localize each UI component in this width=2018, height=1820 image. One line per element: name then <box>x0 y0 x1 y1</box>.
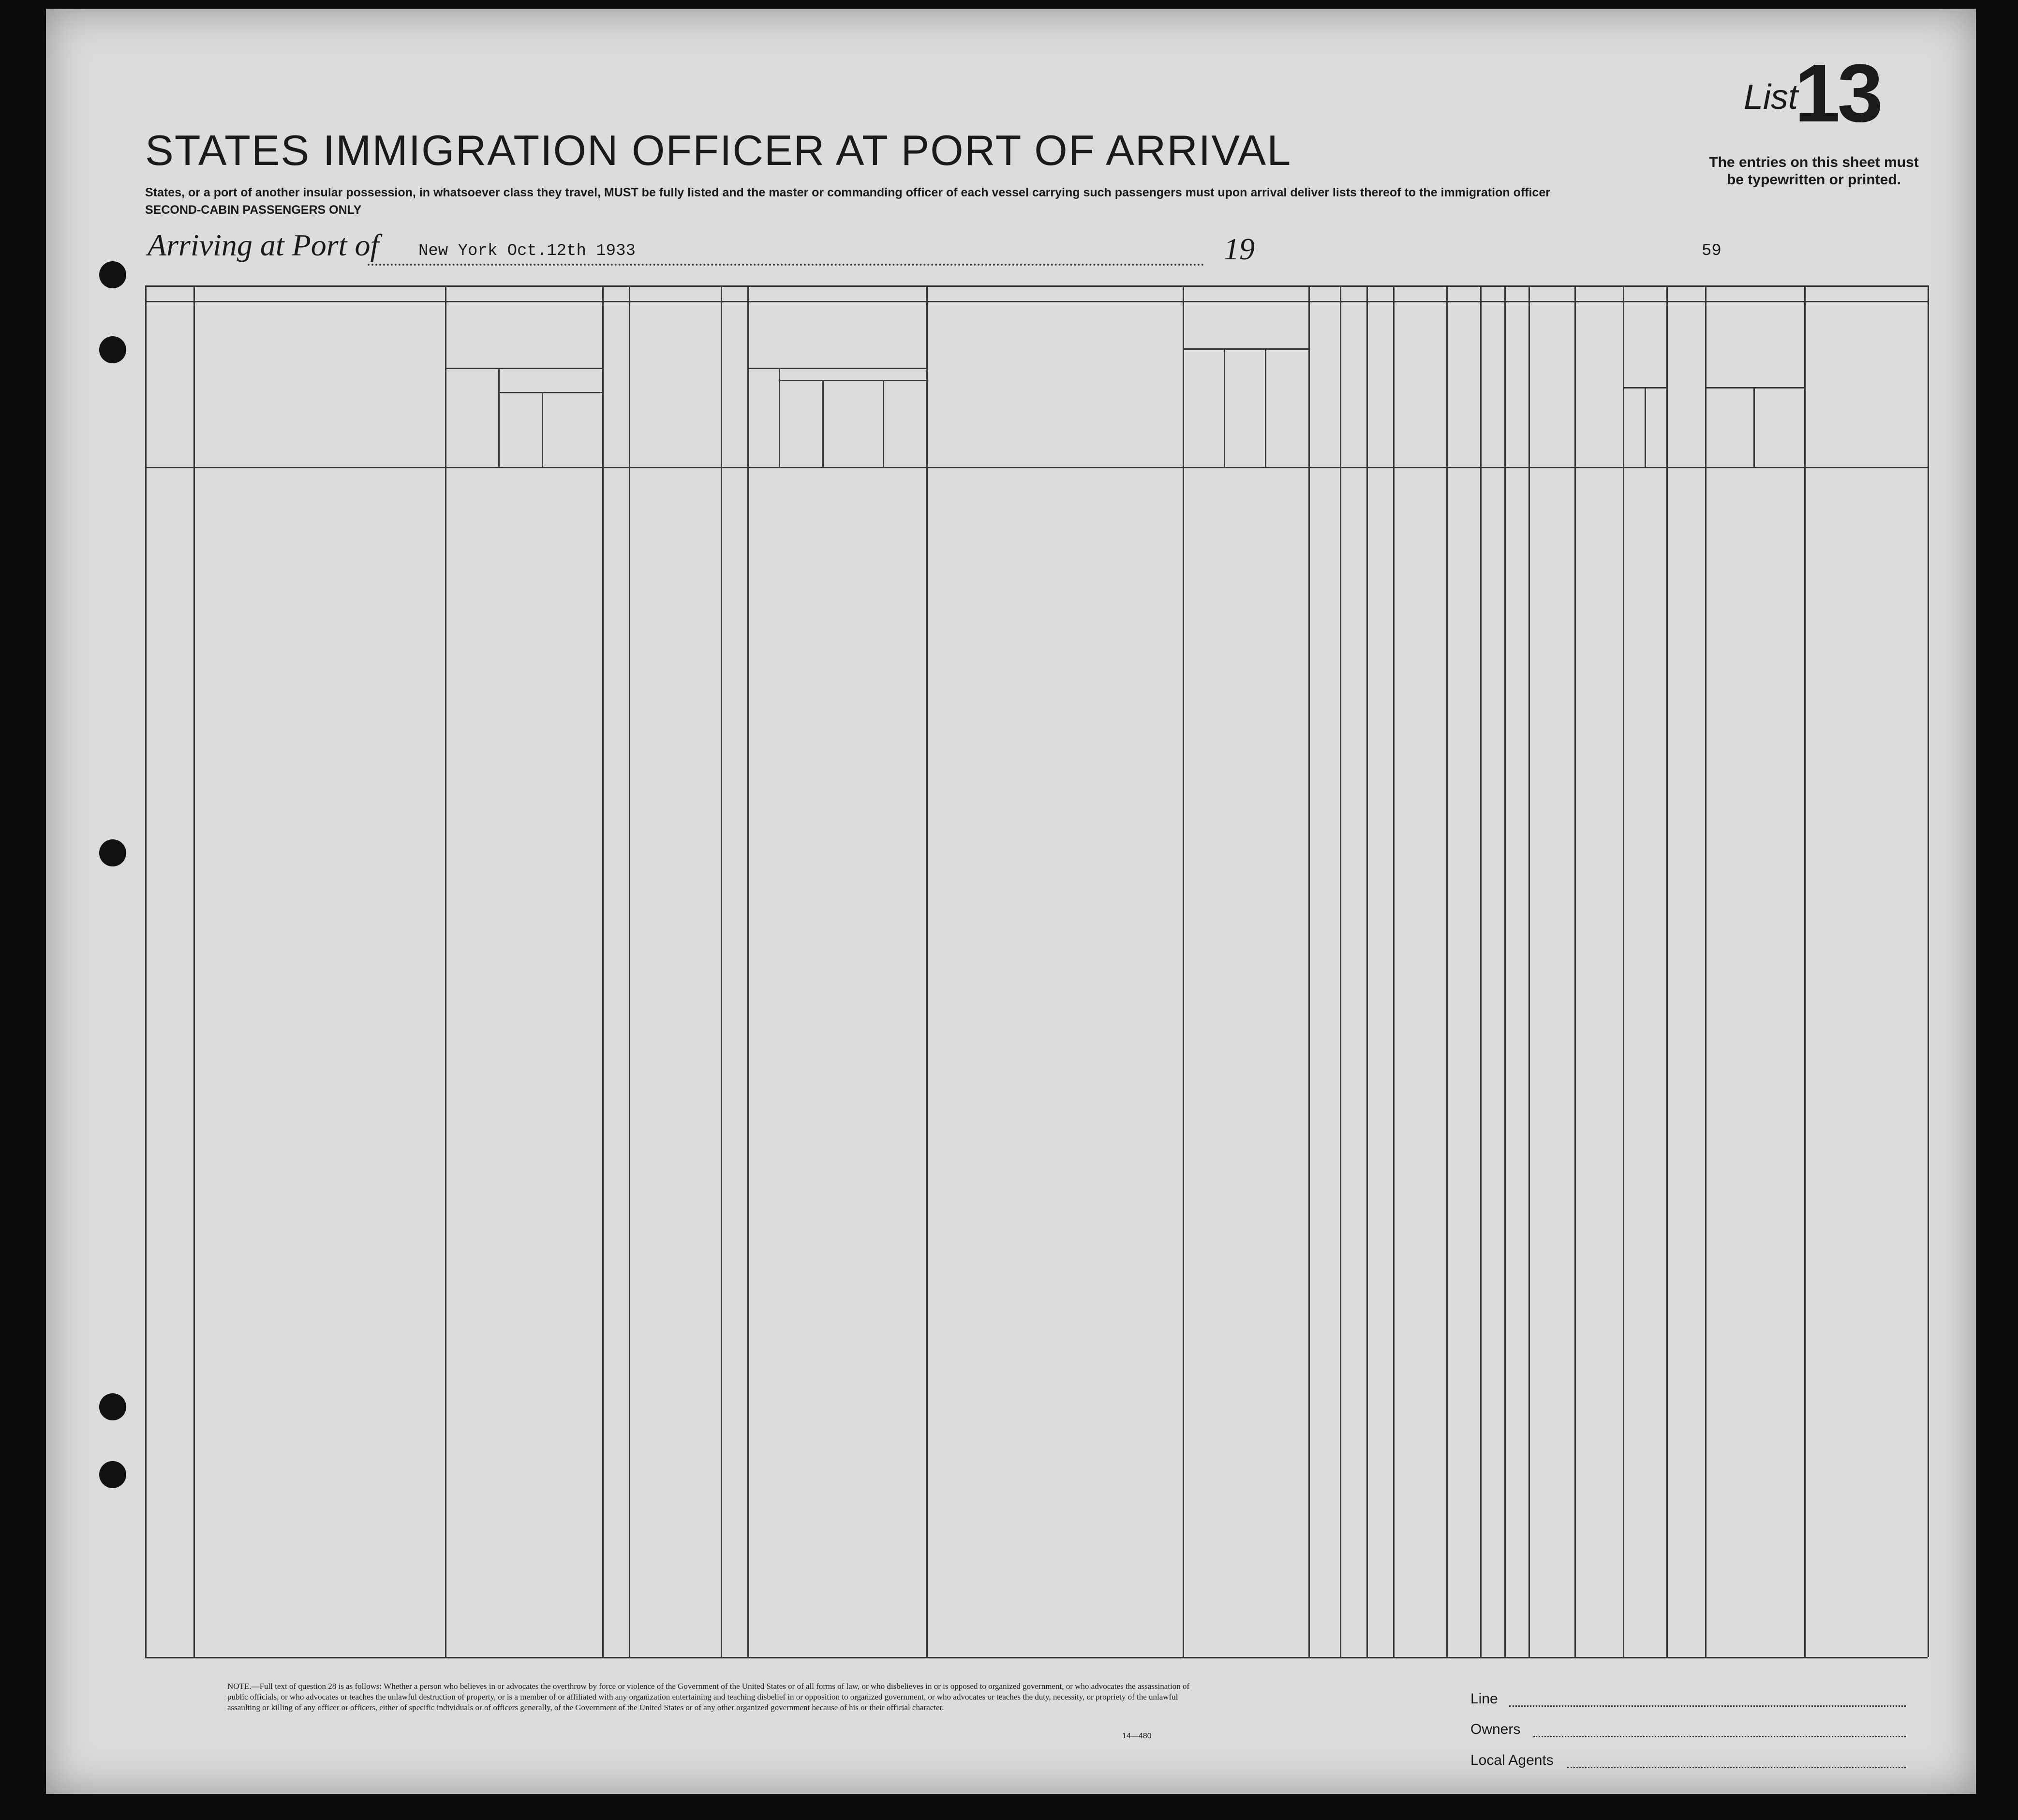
column-rule <box>445 285 446 1657</box>
table-rule <box>498 392 602 393</box>
column-header <box>1756 411 1802 423</box>
column-header <box>1482 310 1503 462</box>
entries-note: The entries on this sheet must be typewritten or printed. <box>1709 154 1919 188</box>
column-header <box>1646 402 1665 450</box>
list-label: List <box>1744 78 1798 117</box>
owners-label: Owners <box>1470 1721 1521 1737</box>
column-rule <box>1623 285 1624 1657</box>
column-header <box>1185 351 1223 464</box>
arriving-value: New York Oct.12th 1933 <box>418 242 636 260</box>
line-rule <box>1509 1705 1906 1707</box>
column-header <box>146 358 193 397</box>
agents-label: Local Agents <box>1470 1752 1554 1768</box>
column-header <box>1368 310 1392 462</box>
column-header <box>1625 402 1644 450</box>
column-header <box>931 358 1178 411</box>
table-rule <box>145 467 1928 468</box>
column-header <box>1449 310 1479 462</box>
column-header <box>1668 368 1704 406</box>
column-header <box>629 334 721 363</box>
column-rule <box>1366 285 1368 1657</box>
column-rule <box>498 368 500 467</box>
table-rule <box>445 368 602 369</box>
column-header <box>1807 382 1925 397</box>
column-header <box>885 397 924 450</box>
column-rule <box>1705 285 1706 1657</box>
crossed-out-row <box>193 777 1920 805</box>
column-rule <box>1340 285 1341 1657</box>
column-header <box>781 402 820 450</box>
column-header <box>1506 310 1528 462</box>
column-header <box>198 353 440 406</box>
table-rule <box>145 301 1928 302</box>
column-rule <box>1393 285 1395 1657</box>
column-rule <box>1804 285 1806 1657</box>
column-header <box>1341 310 1365 462</box>
column-rule <box>1446 285 1448 1657</box>
column-header <box>605 310 626 460</box>
column-header <box>1395 310 1444 462</box>
column-rule <box>1224 348 1225 467</box>
column-header <box>1624 346 1665 375</box>
line-label: Line <box>1470 1691 1498 1707</box>
column-rule <box>1308 285 1310 1657</box>
column-rule <box>1183 285 1184 1657</box>
column-rule <box>822 380 824 467</box>
agents-rule <box>1567 1767 1906 1768</box>
column-header <box>723 310 745 460</box>
column-rule <box>1753 387 1755 467</box>
column-header <box>447 370 496 462</box>
column-header <box>1707 346 1802 360</box>
column-rule <box>1265 348 1266 467</box>
column-header <box>1185 314 1306 343</box>
column-rule <box>602 285 604 1657</box>
table-rule <box>1183 348 1308 350</box>
column-rule <box>883 380 884 467</box>
table-rule <box>779 380 926 381</box>
column-header <box>1226 351 1264 464</box>
footnote: NOTE.—Full text of question 28 is as follows: Whether a person who believes in or advocates the overthrow by force or violence of the Government of the United States or of all forms of law, or who disbelieves in or is opposed to organized government, or who advocates the assassination of public officials, or who advocates or teaches the unlawful destruction of property, or is a member of or affiliated with any organization entertaining and teaching disbelief in or opposition to organized government, or who advocates or teaches the duty, necessity, or propriety of the unlawful assaulting or killing of any officer or officers, either of specific individuals or of officers generally, of the Government of the United States or of any other organized government because of his or their official character. <box>227 1682 1190 1712</box>
column-rule <box>1928 285 1929 1657</box>
page-title: STATES IMMIGRATION OFFICER AT PORT OF ARRIVAL <box>145 126 1292 174</box>
column-header <box>629 368 721 440</box>
column-header <box>825 414 880 433</box>
column-rule <box>1528 285 1530 1657</box>
column-rule <box>1480 285 1482 1657</box>
column-header <box>501 435 539 448</box>
column-header <box>447 327 600 346</box>
column-header <box>1576 348 1622 440</box>
subtitle-line: States, or a port of another insular possession, in whatsoever class they travel, MUST be fully listed and the master or commanding officer of each vessel carrying such passengers must upon arrival deliver lists thereof to the immigration officer <box>145 186 1550 199</box>
column-rule <box>1666 285 1668 1657</box>
table-rule <box>145 1657 1928 1658</box>
subtitle-class: SECOND-CABIN PASSENGERS ONLY <box>145 203 362 217</box>
arriving-label: Arriving at Port of <box>148 228 379 262</box>
list-number: 13 <box>1795 47 1881 139</box>
column-header <box>781 369 924 379</box>
column-header <box>1530 348 1573 431</box>
column-header <box>750 314 924 339</box>
column-rule <box>193 285 195 1657</box>
column-rule <box>629 285 630 1657</box>
column-rule <box>1574 285 1576 1657</box>
column-rule <box>1504 285 1506 1657</box>
column-header <box>447 314 600 325</box>
form-code: 14—480 <box>1122 1732 1152 1740</box>
column-rule <box>747 285 749 1657</box>
column-header <box>1267 351 1306 464</box>
column-rule <box>721 285 722 1657</box>
owners-rule <box>1533 1736 1906 1737</box>
sheet-number: 59 <box>1702 242 1721 260</box>
column-rule <box>145 285 147 1657</box>
column-header <box>750 387 778 435</box>
column-header <box>544 435 600 448</box>
column-header <box>750 346 924 357</box>
table-rule <box>145 285 1928 287</box>
column-header <box>1707 411 1753 423</box>
column-rule <box>542 392 543 467</box>
column-rule <box>779 368 780 467</box>
column-header <box>1311 310 1339 462</box>
column-rule <box>926 285 928 1657</box>
column-header <box>501 370 600 389</box>
year-prefix: 19 <box>1224 232 1255 266</box>
